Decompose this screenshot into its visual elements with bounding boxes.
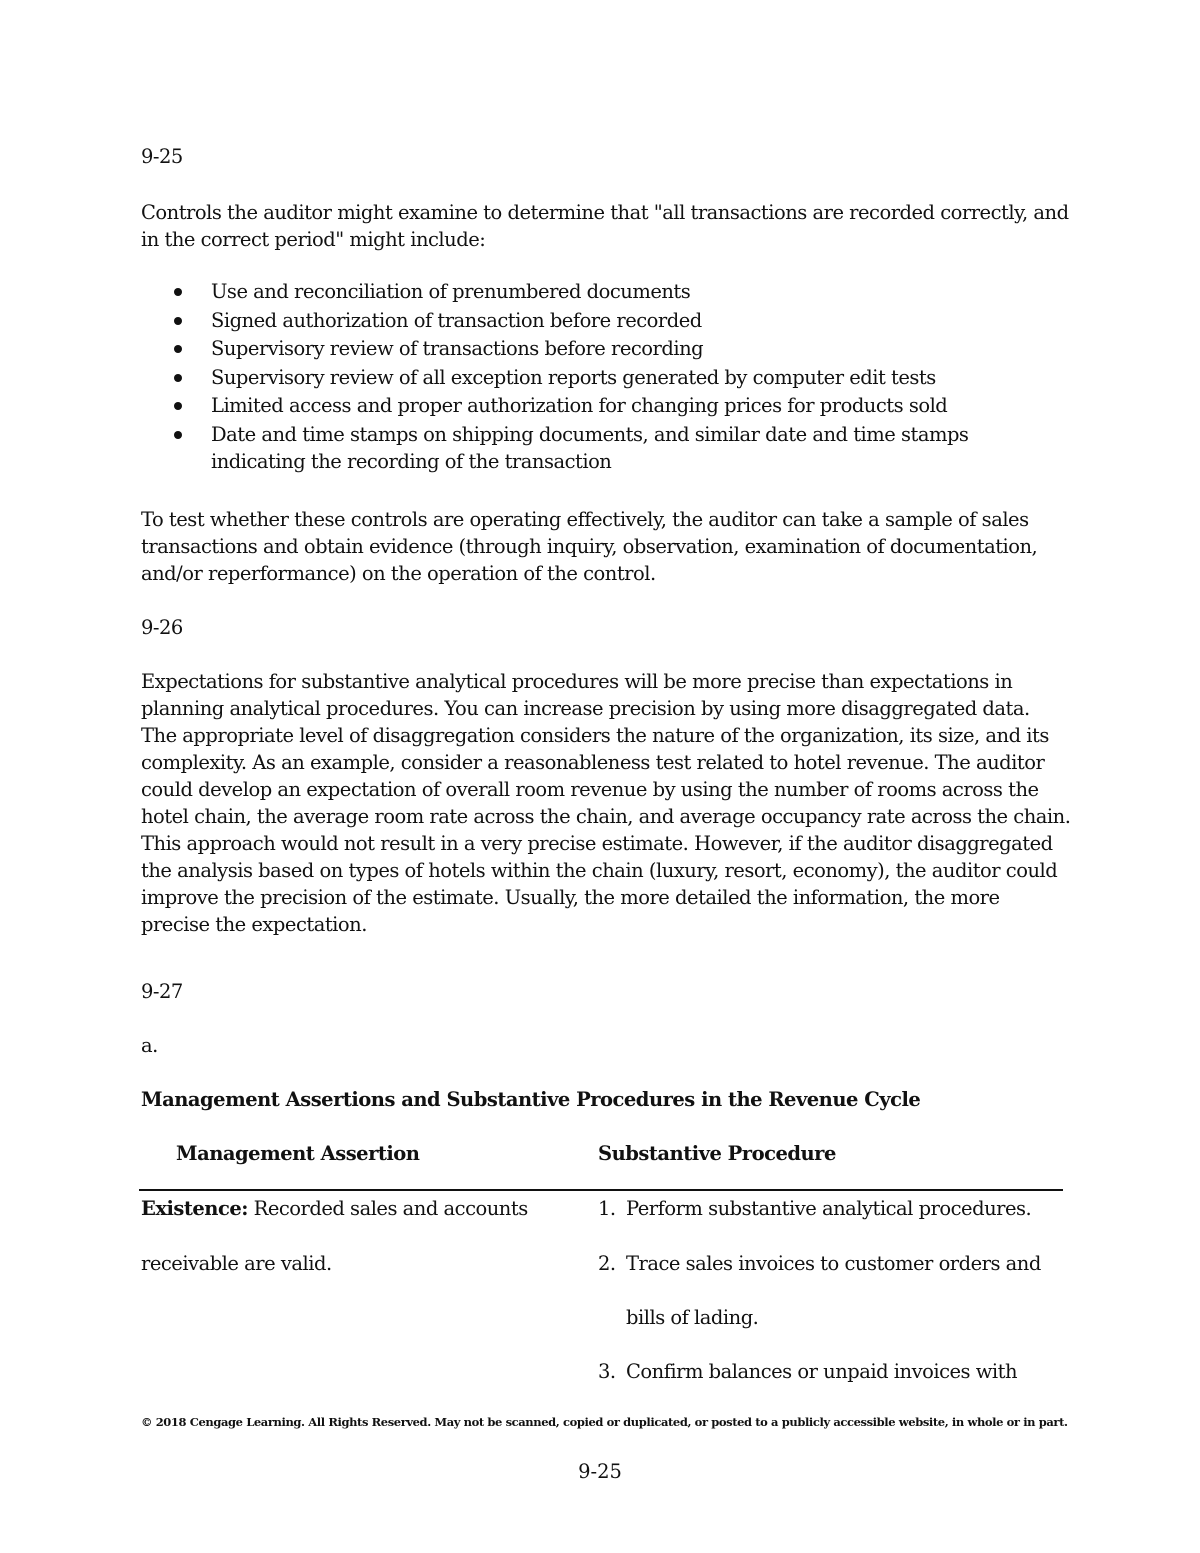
procedure-item: 1. Perform substantive analytical procedures. — [598, 1197, 1032, 1220]
paragraph-line: could develop an expectation of overall room revenue by using the number of rooms across the — [141, 778, 1039, 801]
intro-line-2: in the correct period" might include: — [141, 228, 486, 251]
table-title: Management Assertions and Substantive Procedures in the Revenue Cycle — [141, 1088, 921, 1111]
column-header-procedure: Substantive Procedure — [598, 1142, 836, 1165]
heading-9-25: 9-25 — [141, 145, 183, 168]
list-item: Supervisory review of transactions before recording — [141, 335, 1071, 364]
part-label: a. — [141, 1034, 158, 1057]
bullet-icon — [174, 402, 182, 410]
intro-line-1: Controls the auditor might examine to determine that "all transactions are recorded correctly, and — [141, 201, 1069, 224]
paragraph-line: Expectations for substantive analytical procedures will be more precise than expectations in — [141, 670, 1013, 693]
list-item: Supervisory review of all exception reports generated by computer edit tests — [141, 364, 1071, 393]
test-line-1: To test whether these controls are operating effectively, the auditor can take a sample of sales — [141, 508, 1029, 531]
paragraph-line: planning analytical procedures. You can increase precision by using more disaggregated data. — [141, 697, 1030, 720]
assertion-existence-line-2: receivable are valid. — [141, 1252, 332, 1275]
assertion-label: Existence: — [141, 1197, 248, 1220]
paragraph-line: precise the expectation. — [141, 913, 367, 936]
procedure-item: 3. Confirm balances or unpaid invoices with — [598, 1360, 1018, 1383]
column-header-assertion: Management Assertion — [176, 1142, 420, 1165]
paragraph-line: This approach would not result in a very precise estimate. However, if the auditor disaggregated — [141, 832, 1053, 855]
assertion-text: Recorded sales and accounts — [247, 1197, 528, 1220]
assertion-existence — [141, 1195, 528, 1222]
bullet-icon — [174, 288, 182, 296]
bullet-icon — [174, 345, 182, 353]
paragraph-line: improve the precision of the estimate. Usually, the more detailed the information, the more — [141, 886, 1000, 909]
paragraph-line: complexity. As an example, consider a reasonableness test related to hotel revenue. The auditor — [141, 751, 1045, 774]
test-line-2: transactions and obtain evidence (through inquiry, observation, examination of documentation, — [141, 535, 1038, 558]
procedure-item-continued: bills of lading. — [626, 1306, 759, 1329]
copyright-notice: © 2018 Cengage Learning. All Rights Reserved. May not be scanned, copied or duplicated, or posted to a publicly accessible website, in whole or in part. — [141, 1415, 1068, 1429]
heading-9-27: 9-27 — [141, 980, 183, 1003]
list-item: Use and reconciliation of prenumbered documents — [141, 278, 1071, 307]
paragraph-line: hotel chain, the average room rate across the chain, and average occupancy rate across the chain. — [141, 805, 1071, 828]
bullet-icon — [174, 374, 182, 382]
page-number: 9-25 — [578, 1460, 622, 1483]
paragraph-line: The appropriate level of disaggregation considers the nature of the organization, its size, and its — [141, 724, 1049, 747]
table-divider — [139, 1189, 1063, 1191]
controls-list — [141, 278, 1071, 475]
paragraph-line: the analysis based on types of hotels within the chain (luxury, resort, economy), the auditor could — [141, 859, 1058, 882]
list-item: Limited access and proper authorization for changing prices for products sold — [141, 392, 1071, 421]
heading-9-26: 9-26 — [141, 616, 183, 639]
procedure-item: 2. Trace sales invoices to customer orders and — [598, 1252, 1041, 1275]
list-item: Date and time stamps on shipping documents, and similar date and time stamps indicating the recording of the transaction — [141, 421, 1071, 475]
list-item: Signed authorization of transaction before recorded — [141, 307, 1071, 336]
bullet-icon — [174, 317, 182, 325]
test-line-3: and/or reperformance) on the operation of the control. — [141, 562, 656, 585]
bullet-icon — [174, 431, 182, 439]
